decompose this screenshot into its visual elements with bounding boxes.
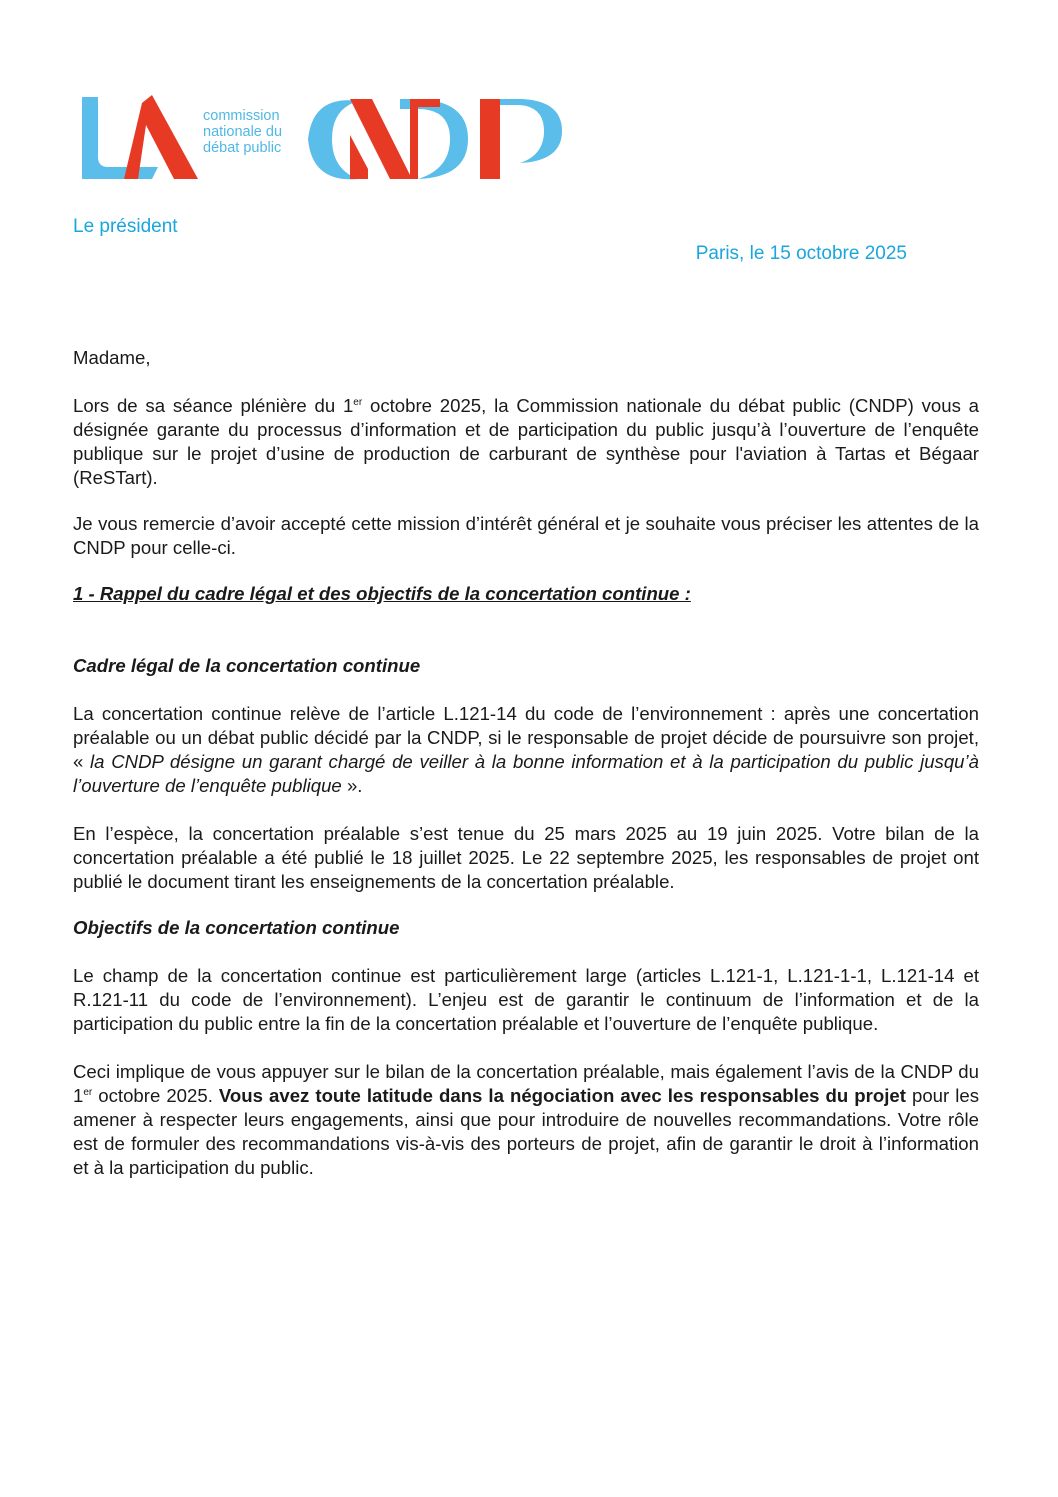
salutation: Madame, xyxy=(73,347,151,368)
logo-subtitle-line: nationale du xyxy=(203,124,283,140)
logo-subtitle-line: débat public xyxy=(203,140,282,156)
cndp-logo xyxy=(80,95,580,180)
paragraph-scope: Le champ de la concertation continue est particulièrement large (articles L.121-1, L.121-1-1, L.121-14 et R.121-11 du code de l’environnement). L’enjeu est de garantir le continuum de l’information et de la participation du public entre la fin de la concertation préalable et l’ouverture de l’enquête publique. xyxy=(73,965,979,1034)
letter-date: Paris, le 15 octobre 2025 xyxy=(695,243,907,264)
logo-subtitle xyxy=(203,108,282,156)
superscript: er xyxy=(83,1087,93,1098)
paragraph-thanks: Je vous remercie d’avoir accepté cette mission d’intérêt général et je souhaite vous préciser les attentes de la CNDP pour celle-ci. xyxy=(73,513,979,558)
text: octobre 2025. xyxy=(92,1085,219,1106)
text: octobre 2025, la Commission nationale du débat public (CNDP) vous a désignée garante du processus d’information et de participation du public jusqu’à l’ouverture de l’enquête publique sur le projet d’usine de production de carburant de synthèse pour l'aviation à Tartas et Bégaar (ReSTart). xyxy=(73,395,979,488)
sender-title: Le président xyxy=(73,216,178,237)
section-heading-1: 1 - Rappel du cadre légal et des objectifs de la concertation continue : xyxy=(73,583,691,604)
superscript: er xyxy=(353,397,363,408)
subheading-legal-framework: Cadre légal de la concertation continue xyxy=(73,655,421,676)
text: ». xyxy=(341,775,363,796)
legal-quote: la CNDP désigne un garant chargé de veiller à la bonne information et à la participation du public jusqu’à l’ouverture de l’enquête publique xyxy=(73,751,979,796)
text: Lors de sa séance plénière du 1 xyxy=(73,395,354,416)
logo-subtitle-line: commission xyxy=(203,108,280,124)
emphasis-text: Vous avez toute latitude dans la négociation avec les responsables du projet xyxy=(218,1085,906,1106)
text: Ceci implique de vous appuyer sur le bilan de la concertation préalable, mais également l’avis de la CNDP du 1 xyxy=(73,1061,979,1106)
letter-body xyxy=(73,346,979,1180)
paragraph-appointment xyxy=(73,394,979,490)
cndp-logo-graphic xyxy=(80,95,580,180)
paragraph-role xyxy=(73,1060,979,1180)
paragraph-timeline: En l’espèce, la concertation préalable s’est tenue du 25 mars 2025 au 19 juin 2025. Votre bilan de la concertation préalable a été publié le 18 juillet 2025. Le 22 septembre 2025, les responsables de projet ont publié le document tirant les enseignements de la concertation préalable. xyxy=(73,823,979,892)
subheading-objectives: Objectifs de la concertation continue xyxy=(73,917,400,938)
text: La concertation continue relève de l’article L.121-14 du code de l’environnement : après une concertation préalable ou un débat public décidé par la CNDP, si le responsable de projet décide de poursuivre son projet, « xyxy=(73,703,979,772)
paragraph-legal-framework xyxy=(73,702,979,798)
text: pour les amener à respecter leurs engagements, ainsi que pour introduire de nouvelles recommandations. Votre rôle est de formuler des recommandations vis-à-vis des porteurs de projet, afin de garantir le droit à l’information et à la participation du public. xyxy=(73,1085,979,1178)
